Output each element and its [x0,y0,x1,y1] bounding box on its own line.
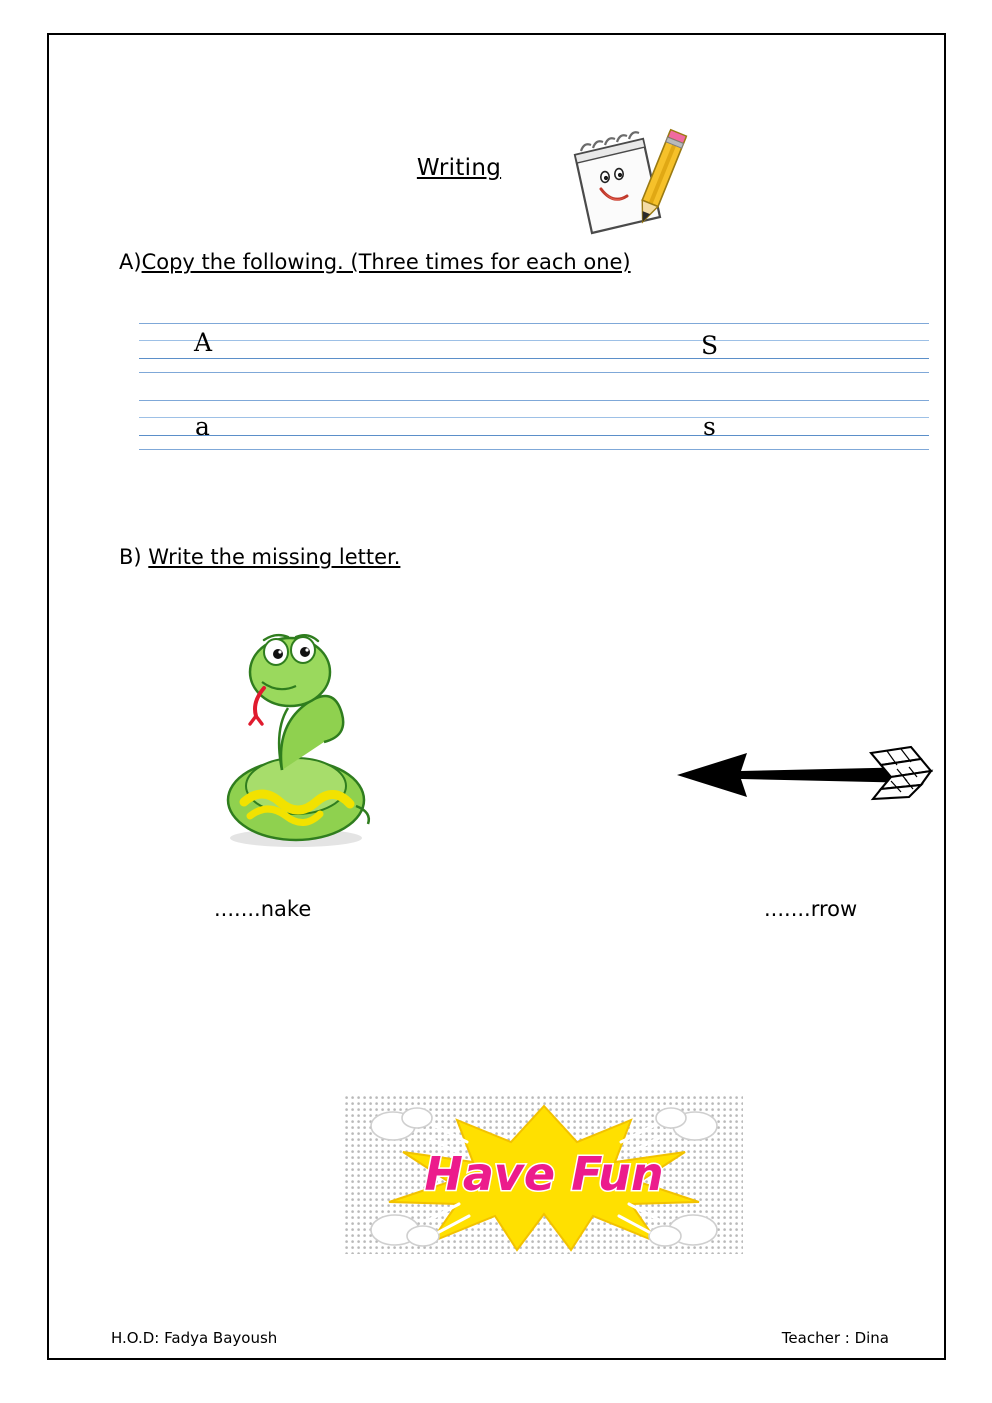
section-a-instruction: Copy the following. (Three times for each one) [141,250,631,274]
section-a-heading [119,250,631,274]
rule-line-bottom [139,372,929,373]
footer-hod: H.O.D: Fadya Bayoush [111,1329,278,1347]
worksheet-page [47,33,946,1360]
rule-line-bottom [139,449,929,450]
page-title: Writing [416,155,502,181]
missing-letter-word-snake: .......nake [214,897,312,921]
copy-letter-right-1: S [701,331,719,360]
copy-letter-left-1: A [194,328,213,357]
rule-line-base [139,435,929,436]
rule-line-mid [139,340,929,341]
copy-letter-right-2: s [703,412,716,441]
section-a-label: A) [119,250,142,274]
svg-text:Have Fun: Have Fun [424,1147,664,1201]
title-row [49,125,944,255]
rule-line-top [139,400,929,401]
rule-line-base [139,358,929,359]
snake-image [204,610,384,855]
rule-line-top [139,323,929,324]
section-b-instruction: Write the missing letter. [148,545,401,569]
footer-teacher: Teacher : Dina [781,1329,889,1347]
notepad-pencil-icon [559,125,689,255]
section-b-heading [119,545,400,569]
have-fun-banner [339,1090,749,1260]
section-b-label: B) [119,545,142,569]
rule-line-mid [139,417,929,418]
copy-letter-left-2: a [195,412,210,441]
arrow-image [659,735,949,815]
missing-letter-word-arrow: .......rrow [764,897,858,921]
